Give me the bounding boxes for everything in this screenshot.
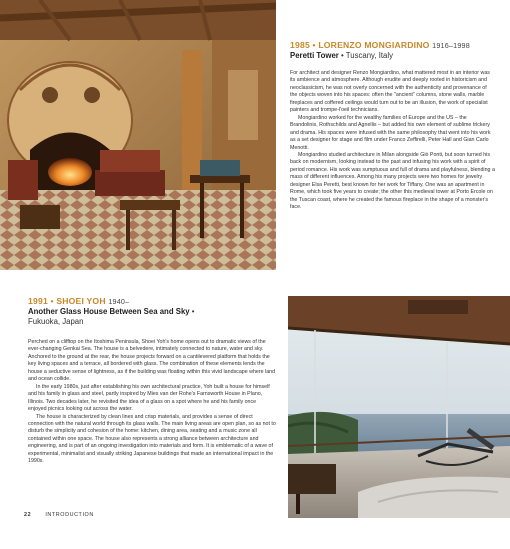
body-paragraph: The house is characterized by clean lines and crisp materials, and provides a sense of direct connection with the natural world through its glass walls. The main living areas are open plan, so as not to disturb the simplicity and cohesion of the home: kitchen, dining area, seating and a music zone all contained within one space. The house also represents a strong alliance between architecture and engineering, and is part of an ongoing investigation into materials and form. It is emblematic of a wave of experimental, minimalist and visually striking Japanese buildings that made an international impact in the 1990s. bbox=[28, 413, 276, 465]
entry-body bbox=[28, 339, 276, 466]
page-folio bbox=[24, 512, 94, 518]
architect-dates: 1916–1998 bbox=[432, 41, 470, 50]
architect-dates: 1940– bbox=[108, 297, 130, 306]
entry-heading: 1985 • LORENZO MONGIARDINO 1916–1998 bbox=[290, 40, 470, 50]
architect-name: LORENZO MONGIARDINO bbox=[318, 40, 430, 50]
body-paragraph: Perched on a clifftop on the Itoshima Peninsula, Shoei Yoh's home opens out to dramatic views of the ever-changing Genkai Sea. The house is a belvedere, intimately connected to nature, water and sky. Anchored to the ground at the rear, the house projects forward on a cantilevered platform that holds the key living spaces and a terrace, all bordered with glass. The combination of these elements lends the house a seductive sense of lightness, as if the building was floating within this vivid landscape where land and ocean collide. bbox=[28, 339, 276, 383]
project-location: Tuscany, Italy bbox=[345, 51, 393, 60]
entry-mongiardino bbox=[290, 40, 495, 212]
project-title: Another Glass House Between Sea and Sky bbox=[28, 307, 190, 316]
body-paragraph: Mongiardino worked for the wealthy families of Europe and the US – the Brandolinis, Rothschilds and Agnellis – but added his own element of sublime trickery and drama. His spaces were infused with the same philosophy that went into his work as a set designer for stage and film under Franco Zeffirelli, Peter Hall and Gian Carlo Menotti. bbox=[290, 114, 491, 151]
entry-heading: 1991 • SHOEI YOH 1940– bbox=[28, 296, 130, 306]
section-name: INTRODUCTION bbox=[45, 512, 94, 518]
interior-fireplace-photo bbox=[0, 0, 276, 270]
interior-fireplace-illustration bbox=[0, 0, 276, 270]
body-paragraph: In the early 1980s, just after establishing his own architectural practice, Yoh built a house for himself and his family in glass and steel, partly inspired by Mies van der Rohe's Farnsworth House in Plano, Illinois. Two decades later, he revisited the idea of a glass on a spot where he and his family once enjoyed picnics looking out across the water. bbox=[28, 383, 270, 413]
entry-year: 1991 bbox=[28, 296, 48, 306]
entry-year: 1985 bbox=[290, 40, 310, 50]
body-paragraph: Mongiardino studied architecture in Milan alongside Giò Ponti, but soon turned his back on modernism, looking instead to the past and infusing his work with a spirit of period romance. His work was sumptuous and full of drama and playfulness, blending a mass of different influences. Among his many projects were two homes for jewelry designer Elsa Peretti, best known for her work for Tiffany. One was an apartment in Rome, which took five years to create; the other this medieval tower at Porto Ercole on the Tuscan coast, where he created the famous fireplace in the shape of a monster's face. bbox=[290, 151, 495, 211]
entry-body bbox=[290, 70, 495, 212]
body-paragraph: For architect and designer Renzo Mongiardino, what mattered most in an interior was its ambience and atmosphere. Although erudite and deeply rooted in historicism and neoclassicism, he was not overly concerned with the authenticity and provenance of the objects woven into his spaces: often the "ancient" columns, stone walls, marble fireplaces and coffered ceilings would turn out to be an illusion, the work of specialist painters and trompe-l'oeil technicians. bbox=[290, 70, 490, 114]
project-title-line: Another Glass House Between Sea and Sky • bbox=[28, 307, 195, 316]
project-location: Fukuoka, Japan bbox=[28, 317, 84, 326]
project-title-line: Peretti Tower • Tuscany, Italy bbox=[290, 51, 393, 60]
page-number: 22 bbox=[24, 512, 32, 518]
entry-shoei-yoh bbox=[28, 296, 276, 466]
architect-name: SHOEI YOH bbox=[56, 296, 106, 306]
glass-house-photo bbox=[288, 296, 510, 518]
glass-house-illustration bbox=[288, 296, 510, 518]
project-title: Peretti Tower bbox=[290, 51, 339, 60]
